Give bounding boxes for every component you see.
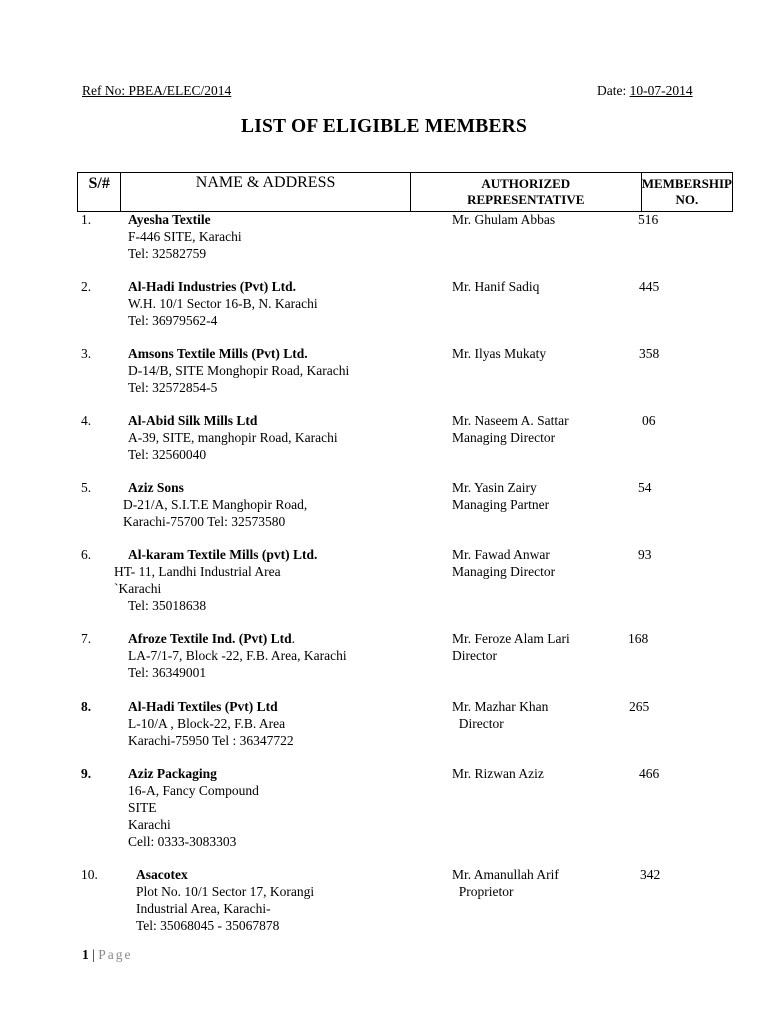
representative-line: Mr. Rizwan Aziz (452, 766, 544, 781)
member-name-address (128, 765, 259, 850)
member-name-address (128, 698, 294, 749)
member-name-suffix: . (291, 631, 295, 646)
member-name-address (114, 546, 318, 614)
representative-line: Mr. Mazhar Khan (452, 699, 549, 714)
page-label: Page (98, 947, 133, 962)
header-rep-line2: REPRESENTATIVE (467, 192, 585, 207)
member-serial-number: 1. (81, 212, 92, 227)
representative-line: Mr. Fawad Anwar (452, 547, 550, 562)
member-address-line: D-21/A, S.I.T.E Manghopir Road, (123, 497, 308, 512)
membership-number: 342 (640, 867, 661, 882)
member-name-address (136, 866, 314, 934)
header-authorized-representative (411, 173, 642, 211)
page-title: LIST OF ELIGIBLE MEMBERS (240, 116, 527, 137)
member-serial-number: 9. (81, 766, 92, 781)
member-address-line: SITE (128, 800, 157, 815)
member-address-line: Tel: 35018638 (128, 598, 207, 613)
table-header (77, 172, 733, 212)
representative-line: Mr. Feroze Alam Lari (452, 631, 570, 646)
member-serial-number: 8. (81, 699, 92, 714)
representative-line: Mr. Ghulam Abbas (452, 212, 556, 227)
member-representative (452, 278, 539, 295)
representative-line: Director (452, 716, 504, 731)
membership-number: 93 (638, 547, 652, 562)
member-representative (452, 412, 569, 446)
membership-number: 54 (638, 480, 652, 495)
representative-line: Managing Partner (452, 497, 550, 512)
member-name: Al-karam Textile Mills (pvt) Ltd. (128, 547, 318, 562)
member-serial-number: 2. (81, 279, 92, 294)
member-name-address (128, 412, 338, 463)
member-serial-number: 5. (81, 480, 92, 495)
member-name: Amsons Textile Mills (Pvt) Ltd. (128, 346, 308, 361)
member-name: Aziz Packaging (128, 766, 217, 781)
representative-line: Mr. Amanullah Arif (452, 867, 559, 882)
member-representative (452, 345, 546, 362)
member-representative (452, 479, 549, 513)
member-name: Ayesha Textile (128, 212, 211, 227)
header-serial-number: S/# (78, 173, 121, 211)
member-address-line: F-446 SITE, Karachi (128, 229, 242, 244)
member-address-line: Tel: 32582759 (128, 246, 207, 261)
member-address-line: Karachi-75950 Tel : 36347722 (128, 733, 294, 748)
membership-number: 265 (629, 699, 650, 714)
representative-line: Managing Director (452, 564, 556, 579)
member-address-line: D-14/B, SITE Monghopir Road, Karachi (128, 363, 350, 378)
member-address-line: W.H. 10/1 Sector 16-B, N. Karachi (128, 296, 318, 311)
representative-line: Mr. Ilyas Mukaty (452, 346, 547, 361)
member-address-line: Tel: 36349001 (128, 665, 207, 680)
member-representative (452, 866, 559, 900)
representative-line: Director (452, 648, 497, 663)
membership-number: 358 (639, 346, 660, 361)
ref-number-text: Ref No: PBEA/ELEC/2014 (82, 83, 232, 98)
member-address-line: HT- 11, Landhi Industrial Area (114, 564, 281, 579)
member-name-address (128, 211, 242, 262)
member-address-line: Karachi-75700 Tel: 32573580 (123, 514, 286, 529)
member-name: Al-Hadi Industries (Pvt) Ltd. (128, 279, 297, 294)
member-name: Aziz Sons (128, 480, 184, 495)
representative-line: Mr. Hanif Sadiq (452, 279, 540, 294)
representative-line: Mr. Yasin Zairy (452, 480, 537, 495)
member-address-line: L-10/A , Block-22, F.B. Area (128, 716, 286, 731)
member-serial-number: 3. (81, 346, 92, 361)
date-value: 10-07-2014 (629, 83, 693, 98)
member-address-line: Tel: 32572854-5 (128, 380, 218, 395)
header-membership-number (642, 173, 732, 211)
member-address-line: Karachi (128, 817, 171, 832)
member-name-address (128, 630, 347, 681)
member-address-line: Cell: 0333-3083303 (128, 834, 237, 849)
member-name: Afroze Textile Ind. (Pvt) Ltd (128, 631, 292, 646)
page-footer (82, 947, 132, 963)
member-address-line: Tel: 36979562-4 (128, 313, 218, 328)
header-rep-line1: AUTHORIZED (481, 176, 571, 191)
member-address-line: 16-A, Fancy Compound (128, 783, 259, 798)
representative-line: Managing Director (452, 430, 556, 445)
member-name-address (128, 345, 349, 396)
member-address-line: Tel: 35068045 - 35067878 (136, 918, 280, 933)
member-representative (452, 211, 555, 228)
header-mem-line2: NO. (675, 192, 699, 207)
document-date (597, 83, 693, 99)
member-address-line: LA-7/1-7, Block -22, F.B. Area, Karachi (128, 648, 347, 663)
member-representative (452, 630, 570, 664)
member-address-line: `Karachi (114, 581, 162, 596)
member-serial-number: 4. (81, 413, 92, 428)
representative-line: Mr. Naseem A. Sattar (452, 413, 569, 428)
page-number: 1 (82, 947, 89, 962)
member-representative (452, 765, 544, 782)
membership-number: 516 (638, 212, 659, 227)
member-address-line: Industrial Area, Karachi- (136, 901, 271, 916)
member-serial-number: 6. (81, 547, 92, 562)
member-address-line: Tel: 32560040 (128, 447, 207, 462)
membership-number: 466 (639, 766, 660, 781)
member-name: Al-Abid Silk Mills Ltd (128, 413, 258, 428)
member-address-line: A-39, SITE, manghopir Road, Karachi (128, 430, 338, 445)
ref-number (82, 83, 231, 99)
member-address-line: Plot No. 10/1 Sector 17, Korangi (136, 884, 315, 899)
membership-number: 445 (639, 279, 660, 294)
member-representative (452, 698, 548, 732)
date-label: Date: (597, 83, 630, 98)
representative-line: Proprietor (452, 884, 514, 899)
page-separator: | (88, 947, 99, 962)
member-name: Asacotex (136, 867, 188, 882)
member-name-address (128, 278, 318, 329)
header-name-address: NAME & ADDRESS (121, 173, 411, 211)
member-serial-number: 7. (81, 631, 92, 646)
member-name-address (123, 479, 308, 530)
member-serial-number: 10. (81, 867, 98, 882)
member-name: Al-Hadi Textiles (Pvt) Ltd (128, 699, 278, 714)
header-mem-line1: MEMBERSHIP (641, 176, 732, 191)
membership-number: 168 (628, 631, 649, 646)
membership-number: 06 (642, 413, 656, 428)
member-representative (452, 546, 555, 580)
